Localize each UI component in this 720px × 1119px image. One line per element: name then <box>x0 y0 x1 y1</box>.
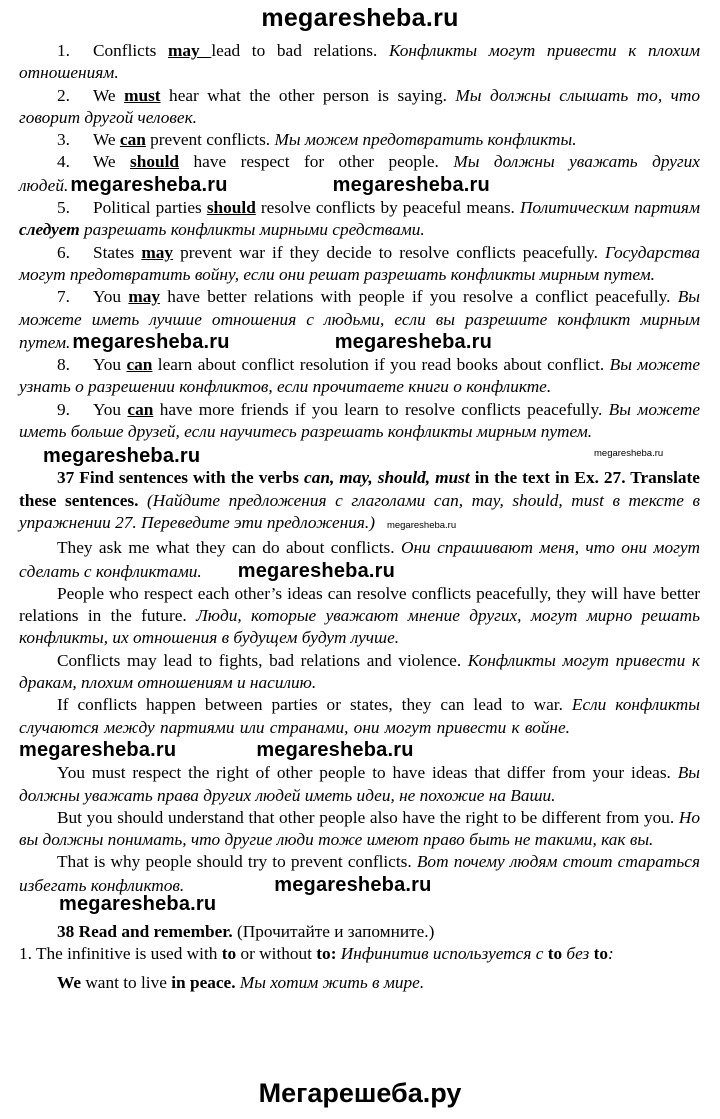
watermark: megaresheba.ru <box>43 445 201 468</box>
translation: Мы должны слышать то, что говорит другой человек. <box>19 85 700 127</box>
paragraph: People who respect each other’s ideas can resolve conflicts peacefully, they will have better relations in the future. Люди, которые уважают мнение других, могут мирно решать конфликты, их отношения в будущем будут лучше. <box>19 583 700 648</box>
paragraph: But you should understand that other people also have the right to be different from you. Но вы должны понимать, что другие люди тоже имеют право быть не такими, как вы. <box>19 807 700 850</box>
modal-verb: may <box>128 287 161 307</box>
modal-verb: must <box>124 85 161 105</box>
watermark: megaresheba.ru <box>72 330 230 353</box>
modal-verb: should <box>206 198 256 218</box>
modal-verb: can <box>126 355 153 375</box>
modal-verb: can <box>119 130 146 150</box>
modal-verb: should <box>130 152 180 172</box>
translation: Вот почему людям стоит стараться избегать конфликтов. <box>19 852 700 895</box>
exercise-38-heading: 38 Read and remember. (Прочитайте и запомните.) <box>57 921 435 941</box>
watermark: megaresheba.ru <box>70 173 228 196</box>
modal-verb: may <box>168 41 212 60</box>
translation: Государства могут предотвратить войну, если они решат разрешать конфликты мирным путем. <box>19 242 700 284</box>
translation: Но вы должны понимать, что другие люди тоже имеют право быть не такими, как вы. <box>19 807 700 850</box>
list-item: 2. We must hear what the other person is saying. Мы должны слышать то, что говорит другой человек. <box>19 85 700 127</box>
watermark: megaresheba.ru <box>19 738 177 761</box>
paragraph: That is why people should try to prevent conflicts. Вот почему людям стоит стараться избегать конфликтов. megaresheba.ru <box>19 852 700 896</box>
paragraph: If conflicts happen between parties or states, they can lead to war. Если конфликты случаются между партиями или странами, они могут привести к войне.megaresheba.ru megaresheba.ru <box>19 695 700 761</box>
site-footer: Мегарешеба.ру <box>258 1078 462 1108</box>
modal-verb: can <box>127 399 154 419</box>
list-item: 6. States may prevent war if they decide to resolve conflicts peacefully. Государства могут предотвратить войну, если они решат разрешать конфликты мирным путем. <box>19 242 700 284</box>
list-item: 4. We should have respect for other people. Мы должны уважать других людей. megaresheba.ru megaresheba.ru <box>19 152 700 196</box>
example-sentence: We want to live in peace. Мы хотим жить в мире. <box>57 972 425 992</box>
translation: Политическим партиям <box>519 198 700 218</box>
translation: Вы можете иметь лучшие отношения с людьми, если вы разрешите конфликт мирным путем. <box>19 287 700 352</box>
translation-key: следует <box>19 220 80 240</box>
rule-text: 1. The infinitive is used with to or without to: Инфинитив используется с to без to: <box>19 944 614 964</box>
translation: Мы должны уважать других людей. <box>19 152 700 195</box>
translation: Люди, которые уважают мнение других, могут мирно решать конфликты, их отношения в будущем будут лучше. <box>19 606 700 648</box>
watermark: megaresheba.ru <box>332 173 490 196</box>
translation: разрешать конфликты мирными средствами. <box>79 220 425 240</box>
watermark-row <box>19 892 700 921</box>
translation: Мы можем предотвратить конфликты. <box>274 130 577 150</box>
watermark: megaresheba.ru <box>386 519 457 531</box>
translation: Вы можете узнать о разрешении конфликтов, если прочитаете книги о конфликте. <box>19 355 700 397</box>
watermark: megaresheba.ru <box>274 873 432 896</box>
translation: Конфликты могут привести к дракам, плохим отношениям и насилию. <box>19 650 700 693</box>
list-item: 3. We can prevent conflicts. Мы можем предотвратить конфликты. <box>57 130 577 150</box>
watermark: megaresheba.ru <box>59 892 217 915</box>
watermark: megaresheba.ru <box>256 738 414 761</box>
document-content <box>19 40 700 994</box>
list-item: 1. Conflicts may lead to bad relations. Конфликты могут привести к плохим отношениям. <box>19 41 700 83</box>
translation: Вы можете иметь больше друзей, если научитесь разрешать конфликты мирным путем. <box>19 399 700 442</box>
exercise-37-heading: 37 Find sentences with the verbs can, may, should, must in the text in Ex. 27. Translate these sentences. (Найдите предложения с глаголами can, may, should, must в тексте в упражнении 27. Переведите эти предложения.) megaresheba.ru <box>19 468 700 532</box>
translation: Конфликты могут привести к плохим отношениям. <box>19 41 700 83</box>
paragraph: They ask me what they can do about conflicts. Они спрашивают меня, что они могут сделать с конфликтами. megaresheba.ru <box>19 538 700 582</box>
list-item: 5. Political parties should resolve conflicts by peaceful means. Политическим партиям следует разрешать конфликты мирными средствами. <box>19 198 700 240</box>
watermark: megaresheba.ru <box>237 559 396 582</box>
list-item: 9. You can have more friends if you learn to resolve conflicts peacefully. Вы можете иметь больше друзей, если научитесь разрешать конфликты мирным путем. <box>19 399 700 442</box>
list-item: 8. You can learn about conflict resolution if you read books about conflict. Вы можете узнать о разрешении конфликтов, если прочитаете книги о конфликте. <box>19 355 700 397</box>
modal-verb: may <box>141 242 174 262</box>
paragraph: You must respect the right of other people to have ideas that differ from your ideas. Вы должны уважать права других людей иметь идеи, не похожие на Ваши. <box>19 763 700 805</box>
watermark: megaresheba.ru <box>594 448 664 460</box>
translation: Если конфликты случаются между партиями или странами, они могут привести к войне. <box>19 695 700 737</box>
list-item: 7. You may have better relations with people if you resolve a conflict peacefully. Вы можете иметь лучшие отношения с людьми, если вы разрешите конфликт мирным путем. megaresheba.ru megaresheba.ru <box>19 287 700 353</box>
paragraph: Conflicts may lead to fights, bad relations and violence. Конфликты могут привести к дракам, плохим отношениям и насилию. <box>19 650 700 693</box>
translation: Вы должны уважать права других людей иметь идеи, не похожие на Ваши. <box>19 763 700 805</box>
watermark: megaresheba.ru <box>334 330 493 353</box>
translation: Они спрашивают меня, что они могут сделать с конфликтами. <box>19 538 700 581</box>
site-header: megaresheba.ru <box>261 4 459 32</box>
watermark-row <box>19 443 700 467</box>
